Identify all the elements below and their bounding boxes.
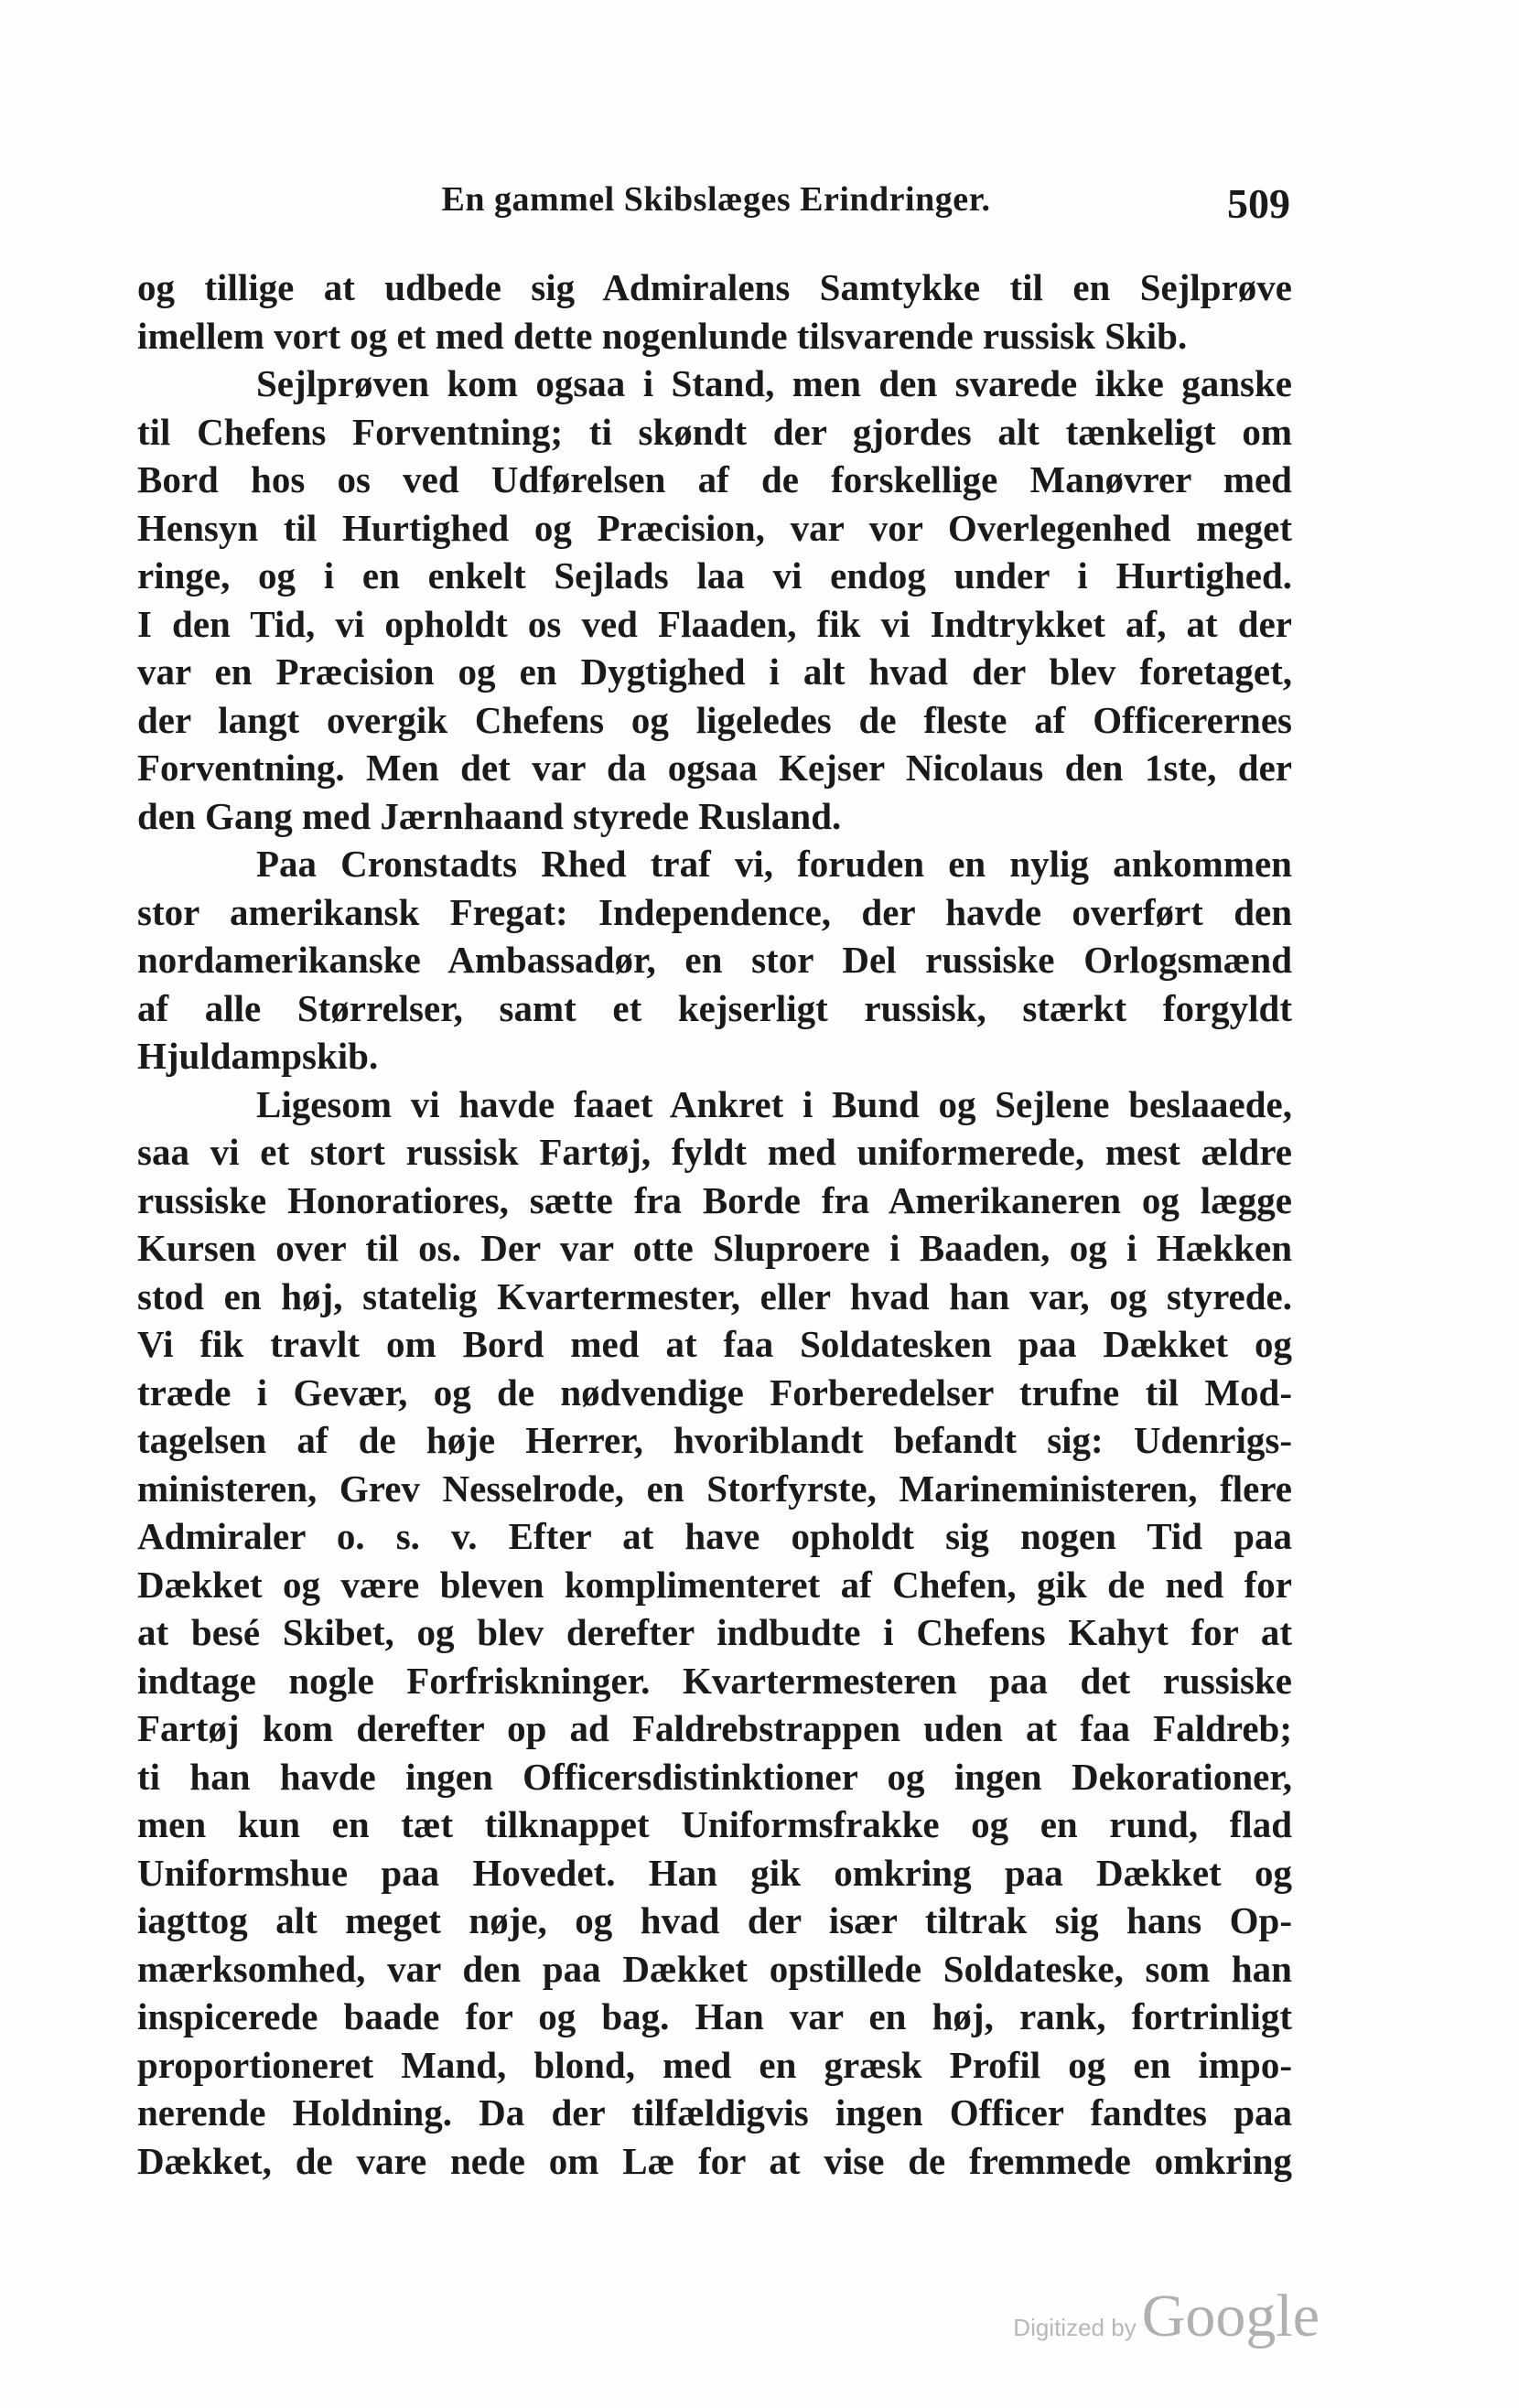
digitized-by-label: Digitized by [1013,2314,1137,2341]
text-line: ringe, og i en enkelt Sejlads laa vi endog under i Hurtighed. [137,554,1292,597]
text-line: Vi fik travlt om Bord med at faa Soldatesken paa Dækket og [137,1323,1292,1365]
text-line: og tillige at udbede sig Admiralens Samtykke til en Sejlprøve [137,266,1292,308]
text-line: var en Præcision og en Dygtighed i alt hvad der blev foretaget, [137,650,1292,693]
text-line: mærksomhed, var den paa Dækket opstillede Soldateske, som han [137,1947,1292,1990]
text-line: til Chefens Forventning; ti skøndt der gjordes alt tænkeligt om [137,410,1292,453]
text-line: Kursen over til os. Der var otte Sluproere i Baaden, og i Hækken [137,1227,1292,1269]
text-line: at besé Skibet, og blev derefter indbudte i Chefens Kahyt for at [137,1611,1292,1653]
text-line: tagelsen af de høje Herrer, hvoriblandt befandt sig: Udenrigs- [137,1419,1292,1461]
text-line: Bord hos os ved Udførelsen af de forskellige Manøvrer med [137,458,1292,500]
text-line: iagttog alt meget nøje, og hvad der især tiltrak sig hans Op- [137,1899,1292,1941]
text-line: proportioneret Mand, blond, med en græsk Profil og en impo- [137,2043,1292,2086]
text-line: Sejlprøven kom ogsaa i Stand, men den svarede ikke ganske [256,362,1292,404]
text-line: Forventning. Men det var da ogsaa Kejser Nicolaus den 1ste, der [137,747,1292,789]
page-number: 509 [1227,180,1290,227]
text-line: imellem vort og et med dette nogenlunde tilsvarende russisk Skib. [137,314,1188,357]
text-line: Ligesom vi havde faaet Ankret i Bund og Sejlene beslaaede, [256,1082,1292,1125]
text-line: den Gang med Jærnhaand styrede Rusland. [137,794,842,837]
text-line: Admiraler o. s. v. Efter at have opholdt sig nogen Tid paa [137,1515,1292,1557]
text-line: stod en høj, statelig Kvartermester, eller hvad han var, og styrede. [137,1274,1292,1317]
running-head-title: En gammel Skibslæges Erindringer. [441,180,991,219]
text-line: nordamerikanske Ambassadør, en stor Del russiske Orlogsmænd [137,939,1292,981]
text-line: Hensyn til Hurtighed og Præcision, var vor Overlegenhed meget [137,506,1292,549]
running-head [142,179,1290,234]
text-line: I den Tid, vi opholdt os ved Flaaden, fik vi Indtrykket af, at der [137,602,1292,645]
text-line: Dækket, de vare nede om Læ for at vise de fremmede omkring [137,2139,1292,2182]
text-line: Hjuldampskib. [137,1035,379,1077]
text-line: nerende Holdning. Da der tilfældigvis ingen Officer fandtes paa [137,2091,1292,2134]
text-line: der langt overgik Chefens og ligeledes de fleste af Officerernes [137,698,1292,741]
text-line: af alle Størrelser, samt et kejserligt russisk, stærkt forgyldt [137,986,1292,1029]
text-line: Fartøj kom derefter op ad Faldrebstrappen uden at faa Faldreb; [137,1707,1292,1749]
text-line: Uniformshue paa Hovedet. Han gik omkring paa Dækket og [137,1851,1292,1894]
text-line: træde i Gevær, og de nødvendige Forberedelser trufne til Mod- [137,1371,1292,1414]
google-logo: Google [1141,2283,1320,2349]
body-text [137,263,1292,2185]
text-line: men kun en tæt tilknappet Uniformsfrakke og en rund, flad [137,1803,1292,1845]
text-line: inspicerede baade for og bag. Han var en høj, rank, fortrinligt [137,1995,1292,2037]
text-line: stor amerikansk Fregat: Independence, der havde overført den [137,890,1292,933]
text-line: indtage nogle Forfriskninger. Kvartermesteren paa det russiske [137,1659,1292,1702]
digitized-by-google-watermark [1013,2282,1320,2355]
text-line: russiske Honoratiores, sætte fra Borde fra Amerikaneren og lægge [137,1178,1292,1221]
text-line: Dækket og være bleven komplimenteret af Chefen, gik de ned for [137,1563,1292,1606]
text-line: ministeren, Grev Nesselrode, en Storfyrste, Marineministeren, flere [137,1467,1292,1510]
text-line: ti han havde ingen Officersdistinktioner og ingen Dekorationer, [137,1755,1292,1798]
text-line: Paa Cronstadts Rhed traf vi, foruden en nylig ankommen [256,843,1292,885]
text-line: saa vi et stort russisk Fartøj, fyldt med uniformerede, mest ældre [137,1131,1292,1173]
